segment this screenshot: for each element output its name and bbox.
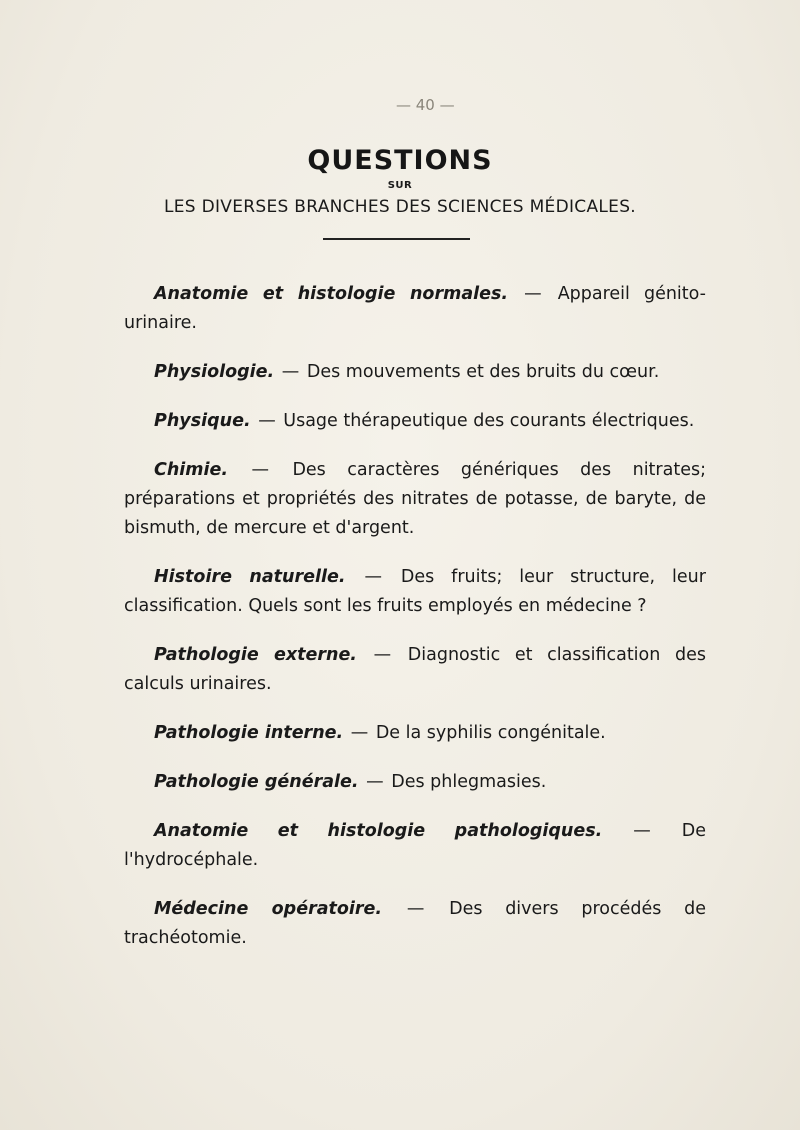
questions-list (124, 280, 706, 973)
question-text: De la syphilis congénitale. (375, 723, 606, 743)
question-entry (124, 641, 706, 699)
page-number: — 40 — (396, 96, 455, 114)
question-subject: Chimie. (154, 460, 229, 480)
question-entry (124, 563, 706, 621)
question-subject: Pathologie interne. (154, 723, 344, 743)
question-entry (124, 895, 706, 953)
question-text: Des caractères génériques des nitrates; préparations et propriétés des nitrates de potasse, de baryte, de bismuth, de mercure et d'argent. (124, 460, 706, 538)
question-text: Des fruits; leur structure, leur classification. Quels sont les fruits employés en médecine ? (124, 567, 706, 616)
question-entry (124, 768, 706, 797)
title-connector: SUR (387, 180, 413, 191)
question-dash: — (281, 362, 300, 382)
question-subject: Physiologie. (154, 362, 275, 382)
question-subject: Histoire naturelle. (154, 567, 346, 587)
question-subject: Pathologie externe. (154, 645, 357, 665)
question-dash: — (373, 645, 392, 665)
question-text: Des phlegmasies. (391, 772, 547, 792)
question-dash: — (406, 899, 425, 919)
question-subject: Physique. (154, 411, 251, 431)
question-dash: — (633, 821, 651, 841)
question-text: Des mouvements et des bruits du cœur. (306, 362, 660, 382)
question-entry (124, 358, 706, 387)
page-subtitle: LES DIVERSES BRANCHES DES SCIENCES MÉDICALES. (163, 197, 637, 217)
title-divider (323, 238, 470, 240)
question-subject: Médecine opératoire. (154, 899, 383, 919)
question-entry (124, 456, 706, 543)
question-dash: — (350, 723, 369, 743)
question-text: De l'hydrocéphale. (124, 821, 706, 870)
question-subject: Anatomie et histologie pathologiques. (154, 821, 603, 841)
page-title: QUESTIONS (307, 145, 493, 176)
question-text: Diagnostic et classification des calculs urinaires. (124, 645, 706, 694)
question-text: Appareil génito-urinaire. (124, 284, 706, 333)
question-text: Des divers procédés de trachéotomie. (124, 899, 706, 948)
question-text: Usage thérapeutique des courants électriques. (283, 411, 695, 431)
question-subject: Anatomie et histologie normales. (154, 284, 509, 304)
question-entry (124, 817, 706, 875)
question-dash: — (366, 772, 384, 792)
question-dash: — (258, 411, 276, 431)
question-entry (124, 407, 706, 436)
question-dash: — (524, 284, 542, 304)
question-entry (124, 719, 706, 748)
question-dash: — (251, 460, 269, 480)
question-dash: — (364, 567, 382, 587)
question-entry (124, 280, 706, 338)
question-subject: Pathologie générale. (154, 772, 359, 792)
